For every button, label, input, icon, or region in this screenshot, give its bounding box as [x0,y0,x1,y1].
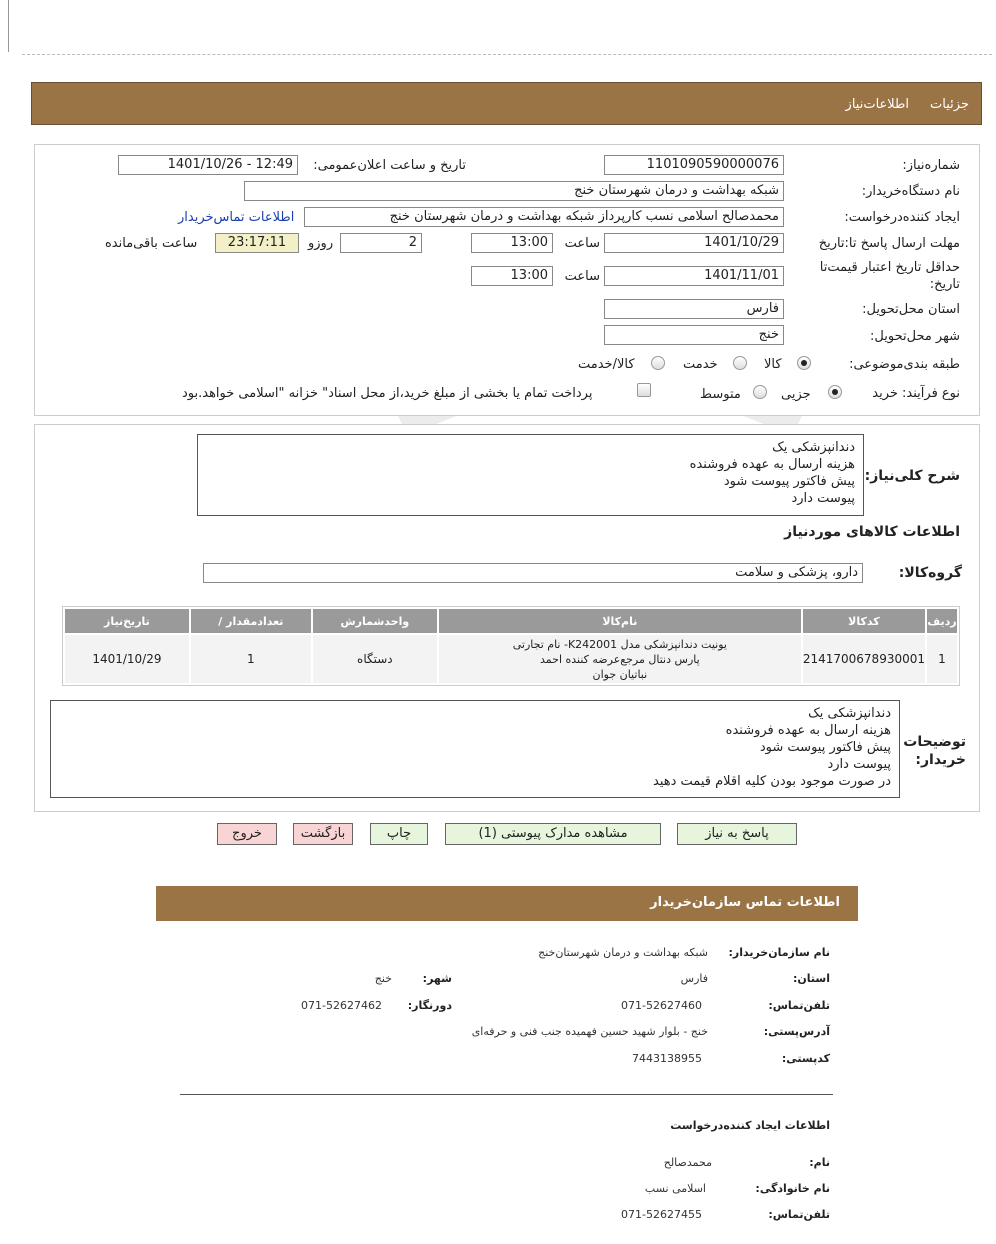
creator-first-name-label: نام: [809,1156,830,1169]
cell-name-line: نباتیان جوان [592,667,648,681]
cell-name-line: یونیت دندانپزشکی مدل K242001- نام تجارتی [512,637,727,651]
requester-label: ایجاد کننده‌درخواست: [844,210,960,225]
process-medium-label: متوسط [700,387,741,402]
contact-city-value: خنج [374,972,392,985]
need-number-label: شماره‌نیاز: [902,158,960,173]
contact-phone-value: 071-52627460 [621,999,702,1012]
province-label: استان محل‌تحویل: [862,302,960,317]
treasury-payment-note: پرداخت تمام یا بخشی از مبلغ خرید،از محل اسناد" خزانه "اسلامی خواهد.بود [182,386,593,401]
deadline-time-field: 13:00 [471,233,553,253]
cell-unit: دستگاه [313,635,437,683]
col-unit: واحد‌شمارش [313,609,437,633]
category-goods-radio[interactable] [797,356,811,370]
col-code: کدکالا [803,609,925,633]
goods-group-label: گروه‌کالا: [898,565,962,581]
category-service-radio[interactable] [733,356,747,370]
creator-phone-value: 071-52627455 [621,1208,702,1221]
requester-field: محمدصالح اسلامی نسب کارپرداز شبکه بهداشت و درمان شهرستان خنج [304,207,784,227]
table-header-row [65,609,957,633]
contact-fax-label: دورنگار: [407,999,452,1012]
deadline-label: مهلت ارسال پاسخ تا:تاریخ [818,236,960,251]
buyer-contact-header [156,886,858,921]
process-label: نوع فرآیند: خرید [872,386,960,401]
org-name-label: نام سازمان‌خریدار: [728,946,830,959]
tab-need-info[interactable]: اطلاعات‌نیاز [845,97,909,112]
attachments-button[interactable]: مشاهده مدارک پیوستی (1) [445,823,661,845]
back-button[interactable]: بازگشت [293,823,353,845]
summary-line: دندانپزشکی یک [772,440,855,455]
exit-button[interactable]: خروج [217,823,277,845]
cell-code: 2141700678930001 [803,635,925,683]
contact-city-label: شهر: [422,972,452,985]
tab-details[interactable]: جزئیات [930,97,969,112]
cell-date: 1401/10/29 [65,635,189,683]
buyer-contact-title: اطلاعات تماس سازمان‌خریدار [650,895,840,910]
days-field: 2 [340,233,422,253]
buyer-notes-line: در صورت موجود بودن کلیه اقلام قیمت دهید [653,774,891,789]
print-button[interactable]: چاپ [370,823,428,845]
deadline-date-field: 1401/10/29 [604,233,784,253]
buyer-notes-label-1: توضیحات [903,734,966,750]
creator-first-name-value: محمدصالح [663,1156,712,1169]
process-medium-radio[interactable] [753,385,767,399]
category-goods-service-radio[interactable] [651,356,665,370]
contact-phone-label: تلفن‌تماس: [768,999,830,1012]
creator-last-name-value: اسلامی نسب [644,1182,706,1195]
creator-phone-label: تلفن‌تماس: [768,1208,830,1221]
days-label: روزو [308,236,334,251]
details-header [31,82,982,125]
summary-line: پیوست دارد [791,491,855,506]
remaining-label: ساعت باقی‌مانده [105,236,198,251]
buyer-notes-line: دندانپزشکی یک [808,706,891,721]
col-name: نام‌کالا [439,609,801,633]
contact-postal-value: 7443138955 [632,1052,702,1065]
city-label: شهر محل‌تحویل: [870,329,960,344]
buyer-notes-line: پیوست دارد [827,757,891,772]
buyer-notes-line: هزینه ارسال به عهده فروشنده [725,723,891,738]
treasury-payment-checkbox[interactable] [637,383,651,397]
process-partial-label: جزیی [781,387,811,402]
summary-label: شرح کلی‌نیاز: [864,468,960,484]
creator-last-name-label: نام خانوادگی: [755,1182,830,1195]
summary-textarea [197,434,864,516]
category-service-label: خدمت [683,357,718,372]
announce-label: تاریخ و ساعت اعلان‌عمومی: [313,158,466,173]
need-number-field: 1101090590000076 [604,155,784,175]
buyer-notes-label-2: خریدار: [915,752,966,768]
category-goods-label: کالا [764,357,782,372]
contact-address-label: آدرس‌پستی: [763,1025,830,1038]
category-label: طبقه بندی‌موضوعی: [849,357,960,372]
goods-group-field: دارو، پزشکی و سلامت [203,563,863,583]
announce-field: 1401/10/26 - 12:49 [118,155,298,175]
deadline-time-label: ساعت [564,236,600,251]
category-goods-service-label: کالا/خدمت [578,357,635,372]
validity-time-field: 13:00 [471,266,553,286]
reply-button[interactable]: پاسخ به نیاز [677,823,797,845]
col-date: تاریخ‌نیاز [65,609,189,633]
validity-time-label: ساعت [564,269,600,284]
col-qty: تعداد‌مقدار / [191,609,311,633]
creator-title: اطلاعات ایجاد کننده‌درخواست [670,1119,830,1132]
buyer-notes-line: پیش فاکتور پیوست شود [759,740,891,755]
table-row [65,635,957,683]
contact-divider [180,1094,833,1095]
validity-label-1: حداقل تاریخ اعتبار قیمت‌تا [819,260,960,275]
cell-name-line: پارس دنتال مرجع‌عرضه کننده احمد [540,652,700,666]
org-name-value: شبکه بهداشت و درمان شهرستان‌خنج [538,946,708,959]
contact-fax-value: 071-52627462 [301,999,382,1012]
contact-address-value: خنج - بلوار شهید حسین فهمیده جنب فنی و حرفه‌ای [471,1025,708,1038]
summary-line: هزینه ارسال به عهده فروشنده [689,457,855,472]
province-field: فارس [604,299,784,319]
goods-info-title: اطلاعات کالاهای مورد‌نیاز [784,524,960,540]
cell-qty: 1 [191,635,311,683]
validity-date-field: 1401/11/01 [604,266,784,286]
process-partial-radio[interactable] [828,385,842,399]
summary-line: پیش فاکتور پیوست شود [723,474,855,489]
validity-label-2: تاریخ: [929,277,960,292]
contact-province-label: استان: [793,972,830,985]
buyer-contact-link[interactable]: اطلاعات تماس‌خریدار [178,210,295,225]
page-left-border [8,0,9,52]
col-row: ردیف [927,609,957,633]
cell-row: 1 [927,635,957,683]
top-divider [22,54,992,55]
remaining-timer: 23:17:11 [215,233,299,253]
goods-table [62,606,960,686]
buyer-org-label: نام دستگاه‌خریدار: [861,184,960,199]
contact-province-value: فارس [680,972,708,985]
city-field: خنج [604,325,784,345]
buyer-org-field: شبکه بهداشت و درمان شهرستان خنج [244,181,784,201]
contact-postal-label: کدپستی: [781,1052,830,1065]
buyer-notes-textarea [50,700,900,798]
cell-name [439,635,801,683]
